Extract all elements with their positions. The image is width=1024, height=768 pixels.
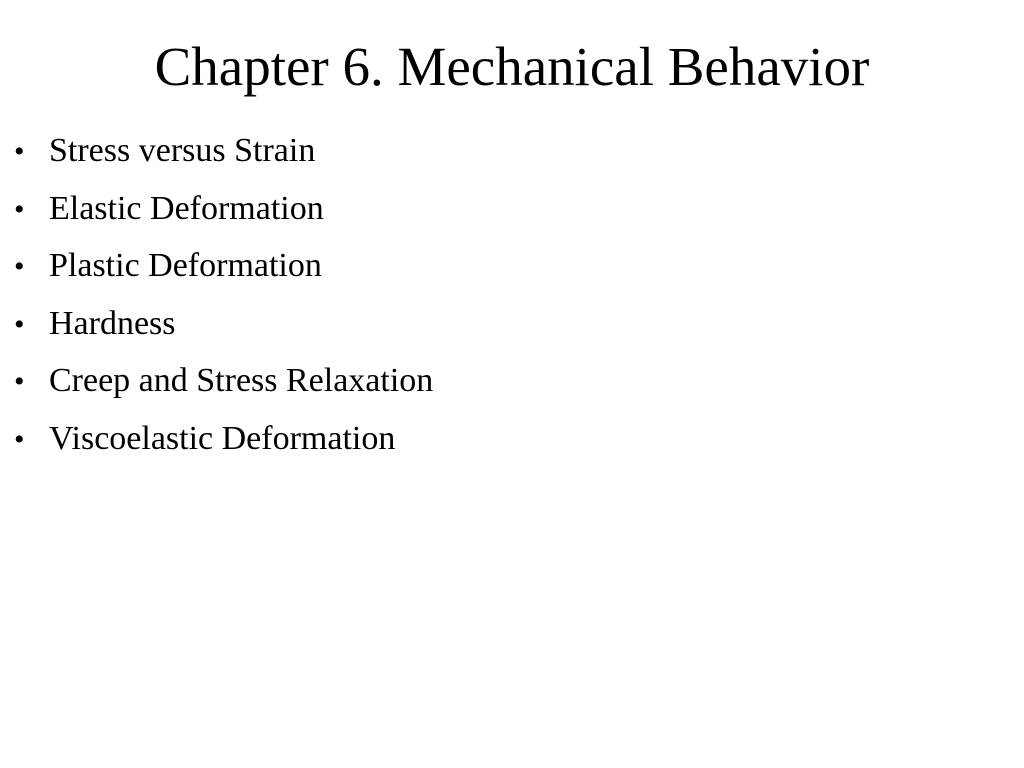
bullet-marker: • — [14, 365, 25, 398]
bullet-text: Plastic Deformation — [49, 247, 322, 284]
bullet-text: Elastic Deformation — [49, 189, 324, 227]
bullet-item-plastic-deformation — [14, 243, 433, 301]
bullet-marker: • — [14, 422, 25, 456]
bullet-item-viscoelastic-deformation — [14, 416, 433, 474]
bullet-marker: • — [14, 135, 25, 168]
bullet-text: Creep and Stress Relaxation — [49, 362, 434, 399]
bullet-text: Viscoelastic Deformation — [49, 419, 396, 457]
bullet-item-hardness — [14, 301, 433, 359]
bullet-item-elastic-deformation — [14, 186, 433, 244]
bullet-marker: • — [14, 307, 25, 341]
bullet-item-creep-and-stress-relaxation — [14, 358, 433, 416]
bullet-list — [14, 128, 433, 473]
bullet-item-stress-versus-strain — [14, 128, 433, 186]
bullet-text: Stress versus Strain — [49, 132, 316, 169]
bullet-marker: • — [14, 250, 25, 283]
slide-title: Chapter 6. Mechanical Behavior — [154, 36, 870, 97]
bullet-marker: • — [14, 192, 25, 226]
bullet-text: Hardness — [49, 304, 176, 342]
